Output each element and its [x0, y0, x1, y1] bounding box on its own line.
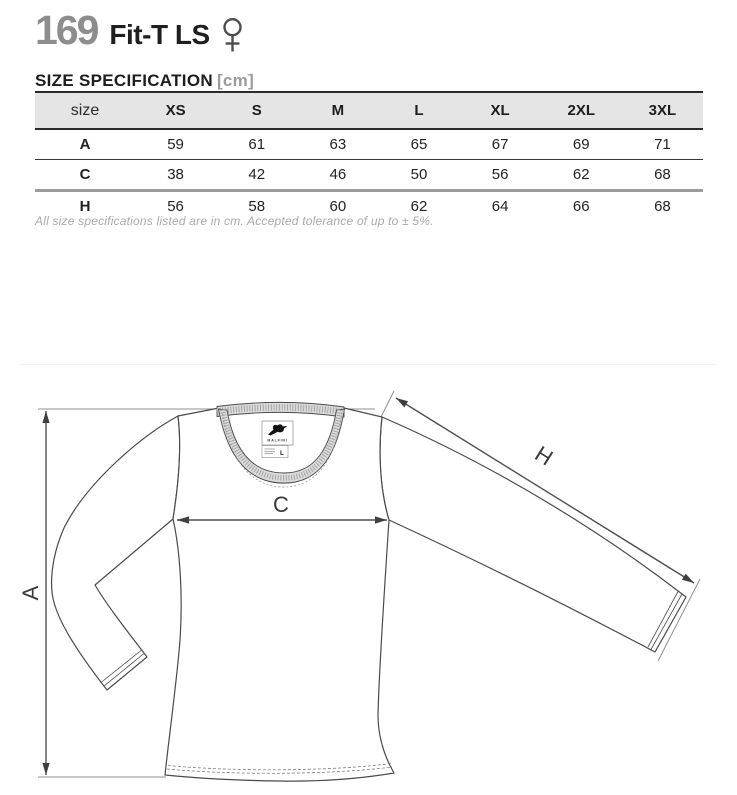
cell: 62: [541, 160, 622, 191]
left-sleeve: [52, 416, 180, 690]
cell: 62: [410, 198, 428, 215]
dimension-label-c: C: [273, 492, 289, 517]
cell: 65: [378, 129, 459, 160]
cell: 50: [378, 160, 459, 191]
dimension-label-h: H: [530, 440, 558, 471]
cell: 69: [541, 129, 622, 160]
column-header-s: S: [216, 92, 297, 129]
table-row-a: [35, 129, 703, 160]
extension-tick-shoulder: [380, 391, 394, 419]
cell: 66: [572, 198, 590, 215]
cell: 68: [622, 160, 703, 191]
section-heading: [35, 71, 254, 91]
row-label: A: [35, 129, 135, 160]
cell: 64: [491, 198, 509, 215]
column-header-xs: XS: [135, 92, 216, 129]
cell: 56: [460, 160, 541, 191]
shirt-body: [165, 408, 394, 781]
cell: 60: [329, 198, 347, 215]
garment-diagram: [0, 380, 737, 795]
size-table: [35, 91, 703, 221]
column-header-3xl: 3XL: [622, 92, 703, 129]
spec-note: All size specifications listed are in cm. Accepted tolerance of up to ± 5%.: [35, 214, 434, 228]
column-header-2xl: 2XL: [541, 92, 622, 129]
brand-text: MALFINI: [267, 438, 288, 443]
column-header-xl: XL: [460, 92, 541, 129]
right-sleeve: [380, 417, 686, 652]
column-header-size: size: [35, 92, 135, 129]
female-icon: [219, 17, 246, 54]
row-label: H: [79, 198, 91, 215]
dimension-label-a: A: [18, 585, 43, 601]
cell: 68: [654, 198, 671, 215]
neck-label: [262, 421, 293, 458]
column-header-l: L: [378, 92, 459, 129]
cell: 46: [297, 160, 378, 191]
cell: 61: [216, 129, 297, 160]
cell: 59: [135, 129, 216, 160]
row-label: C: [35, 160, 135, 191]
table-header-row: [35, 92, 703, 129]
unit-label: [cm]: [216, 71, 255, 90]
product-number: 169: [35, 7, 98, 53]
section-title: SIZE SPECIFICATION: [35, 71, 213, 90]
product-header: [35, 7, 246, 53]
cell: 71: [622, 129, 703, 160]
product-name: Fit-T LS: [109, 19, 210, 50]
cell: 38: [135, 160, 216, 191]
cell: 58: [248, 198, 266, 215]
table-row-c: [35, 160, 703, 191]
size-tag-size: L: [280, 450, 284, 457]
column-header-m: M: [297, 92, 378, 129]
cell: 56: [167, 198, 184, 215]
cell: 67: [460, 129, 541, 160]
divider: [20, 364, 717, 365]
size-tag: [262, 446, 288, 458]
cell: 42: [216, 160, 297, 191]
cell: 63: [297, 129, 378, 160]
